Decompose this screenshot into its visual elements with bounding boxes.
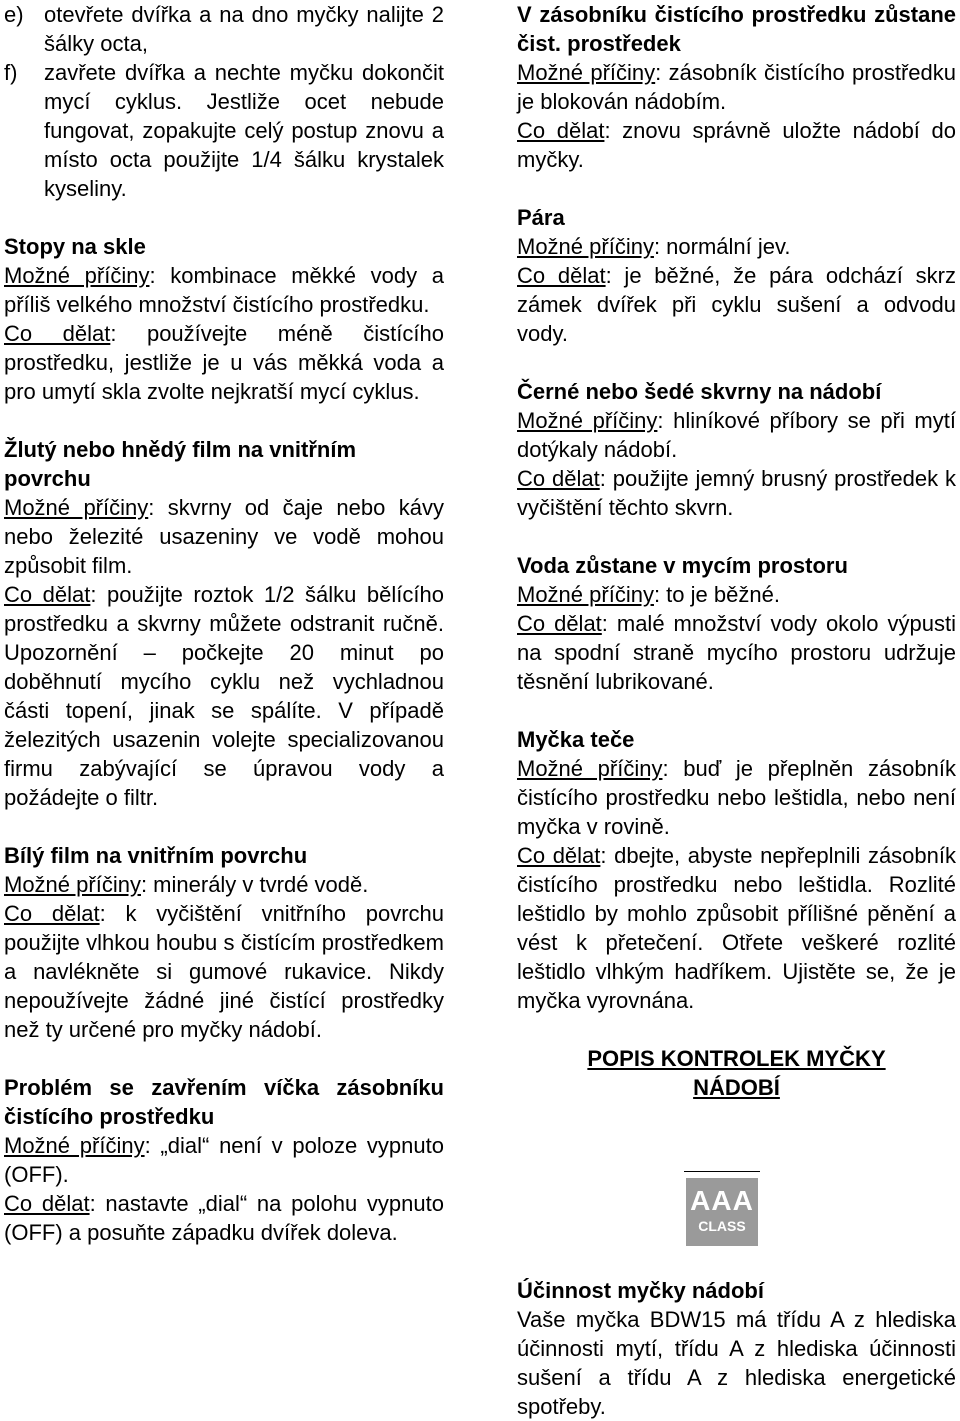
cause-text: : kombinace měkké vody a příliš velkého množství čistícího prostředku. [4,263,444,317]
aaa-class-icon [686,1178,758,1246]
todo-label: Co dělat [517,466,600,491]
todo-label: Co dělat [4,582,91,607]
todo-dark-spots [517,464,956,522]
section-title-glass-spots: Stopy na skle [4,234,146,259]
todo-yellow-film [4,580,444,812]
cause-label: Možné příčiny [517,234,654,259]
todo-text: : nastavte „dial“ na polohu vypnuto (OFF) a posuňte západku dvířek doleva. [4,1191,444,1245]
cause-label: Možné příčiny [517,60,656,85]
todo-label: Co dělat [4,321,111,346]
cause-water-remains [517,580,956,609]
left-column [4,0,444,1247]
right-column [517,0,956,1102]
step-f-label: f) [4,60,18,85]
cause-text: : skvrny od čaje nebo kávy nebo železité usazeniny ve vodě mohou způsobit film. [4,495,444,578]
efficiency-block [517,1276,956,1421]
section-title-white-film: Bílý film na vnitřním povrchu [4,843,308,868]
cause-label: Možné příčiny [517,582,654,607]
section-title-detergent-left: V zásobníku čistícího prostředku zůstane čist. prostředek [517,2,956,56]
cause-steam [517,232,956,261]
cause-leaking [517,754,956,841]
todo-detergent-left [517,116,956,174]
todo-text: : k vyčištění vnitřního povrchu použijte vlhkou houbu s čistícím prostředkem a navlékněte si gumové rukavice. Nikdy nepoužívejte žádné jiné čistící prostředky než ty určené pro myčky nádobí. [4,901,444,1042]
section-title-lid-problem: Problém se zavřením víčka zásobníku čistícího prostředku [4,1075,444,1129]
step-f [4,58,444,203]
cause-label: Možné příčiny [4,872,141,897]
cause-label: Možné příčiny [4,495,149,520]
cause-yellow-film [4,493,444,580]
todo-steam [517,261,956,348]
step-e-label: e) [4,2,24,27]
controls-section-title: POPIS KONTROLEK MYČKY NÁDOBÍ [587,1046,886,1100]
todo-text: : znovu správně uložte nádobí do myčky. [517,118,956,172]
todo-label: Co dělat [517,118,605,143]
cause-text: : zásobník čistícího prostředku je blokován nádobím. [517,60,956,114]
cause-text: : buď je přeplněn zásobník čistícího prostředku nebo leštidla, nebo není myčka v rovině. [517,756,956,839]
cause-dark-spots [517,406,956,464]
section-title-leaking: Myčka teče [517,727,635,752]
cause-label: Možné příčiny [517,756,663,781]
cause-lid-problem [4,1131,444,1189]
todo-glass-spots [4,319,444,406]
cause-detergent-left [517,58,956,116]
logo-divider [684,1171,760,1172]
step-e [4,0,444,58]
cause-glass-spots [4,261,444,319]
todo-text: : je běžné, že pára odchází skrz zámek dvířek při cyklu sušení a odvodu vody. [517,263,956,346]
todo-label: Co dělat [4,1191,90,1216]
todo-text: : malé množství vody okolo výpusti na spodní straně mycího prostoru udržuje těsnění lubrikované. [517,611,956,694]
cause-text: : hliníkové příbory se při mytí dotýkaly nádobí. [517,408,956,462]
todo-label: Co dělat [517,611,602,636]
todo-label: Co dělat [517,263,606,288]
cause-text: : to je běžné. [653,582,780,607]
cause-label: Možné příčiny [517,408,658,433]
step-e-text: otevřete dvířka a na dno myčky nalijte 2 šálky octa, [44,2,444,56]
cause-text: : „dial“ není v poloze vypnuto (OFF). [4,1133,444,1187]
step-f-text: zavřete dvířka a nechte myčku dokončit mycí cyklus. Jestliže ocet nebude fungovat, zopakujte celý postup znovu a místo octa použijte 1/4 šálku krystalek kyseliny. [44,60,444,201]
todo-label: Co dělat [517,843,601,868]
section-title-steam: Pára [517,205,565,230]
cause-text: : normální jev. [653,234,791,259]
todo-white-film [4,899,444,1044]
todo-text: : používejte méně čistícího prostředku, jestliže je u vás měkká voda a pro umytí skla zvolte nejkratší mycí cyklus. [4,321,444,404]
logo-big-text: AAA [690,1185,754,1216]
section-title-dark-spots: Černé nebo šedé skvrny na nádobí [517,379,882,404]
todo-leaking [517,841,956,1015]
energy-class-logo [684,1171,760,1246]
todo-label: Co dělat [4,901,100,926]
logo-small-text: CLASS [698,1218,746,1234]
cause-label: Možné příčiny [4,1133,145,1158]
cause-text: : minerály v tvrdé vodě. [140,872,369,897]
todo-text: : použijte roztok 1/2 šálku bělícího prostředku a skvrny můžete odstranit ručně. Upozornění – počkejte 20 minut po doběhnutí mycího cyklu než vychladnou části topení, jinak se spálíte. V případě železitých usazenin volejte specializovanou firmu zabývající se úpravou vody a požádejte o filtr. [4,582,444,810]
efficiency-text: Vaše myčka BDW15 má třídu A z hlediska účinnosti mytí, třídu A z hlediska účinnosti sušení a třídu A z hlediska energetické spotřeby. [517,1307,956,1419]
section-title-yellow-film: Žlutý nebo hnědý film na vnitřním povrchu [4,437,357,491]
cause-white-film [4,870,444,899]
todo-water-remains [517,609,956,696]
cause-label: Možné příčiny [4,263,150,288]
todo-lid-problem [4,1189,444,1247]
section-title-water-remains: Voda zůstane v mycím prostoru [517,553,848,578]
todo-text: : použijte jemný brusný prostředek k vyčištění těchto skvrn. [517,466,956,520]
todo-text: : dbejte, abyste nepřeplnili zásobník čistícího prostředku nebo leštidla. Rozlité leštidlo by mohlo způsobit přílišné pěnění a vést k přetečení. Otřete veškeré rozlité leštidlo vlhkým hadříkem. Ujistěte se, že je myčka vyrovnána. [517,843,956,1013]
efficiency-title: Účinnost myčky nádobí [517,1278,764,1303]
